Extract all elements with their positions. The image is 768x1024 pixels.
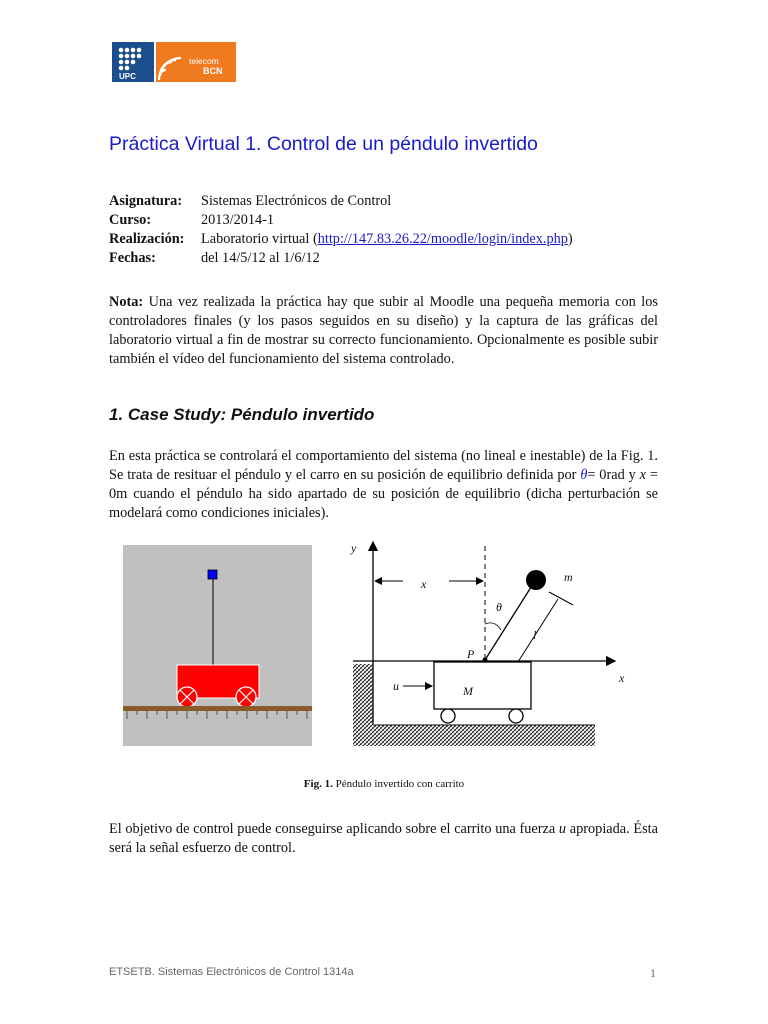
nota-text: Una vez realizada la práctica hay que subir al Moodle una pequeña memoria con los controladores finales (y los pasos seguidos en su diseño) y la captura de las gráficas del laboratorio virtual a fin de mostrar su correcto funcionamiento. Opcionalmente es posible subir también el vídeo del funcionamiento del sistema controlado. — [109, 294, 658, 367]
intro-text: = 0rad y — [587, 467, 640, 483]
upc-logo-text: UPC — [119, 72, 136, 81]
meta-label: Curso: — [109, 212, 152, 228]
theta-label: θ — [496, 600, 502, 614]
page-title: Práctica Virtual 1. Control de un péndulo invertido — [109, 133, 538, 155]
x-displacement-label: x — [421, 577, 427, 591]
cart-box — [434, 662, 531, 709]
page-footer: ETSETB. Sistemas Electrónicos de Control 1314a — [109, 966, 354, 978]
length-label: l — [533, 628, 537, 642]
pendulum-mass — [208, 570, 217, 579]
meta-value-prefix: Laboratorio virtual ( — [201, 231, 318, 247]
meta-row-curso — [109, 211, 573, 230]
mass-label: m — [564, 570, 573, 584]
objective-text: apropiada. Ésta será la señal esfuerzo de control. — [109, 821, 659, 856]
pivot-label: P — [467, 647, 475, 661]
cart-mass-label: M — [463, 684, 473, 698]
meta-row-fechas — [109, 249, 573, 268]
meta-value: 2013/2014-1 — [201, 212, 275, 228]
x-axis-label: x — [619, 671, 625, 685]
figure-caption — [0, 778, 768, 790]
meta-label: Fechas: — [109, 250, 156, 266]
meta-row-asignatura — [109, 192, 573, 211]
simulation-image — [123, 545, 312, 746]
caption-label: Fig. 1. — [303, 778, 333, 790]
bcn-logo-text: BCN — [203, 66, 223, 76]
meta-value: del 14/5/12 al 1/6/12 — [201, 250, 320, 266]
moodle-link[interactable]: http://147.83.26.22/moodle/login/index.php — [317, 231, 568, 247]
objective-paragraph — [109, 820, 658, 858]
x-symbol: x — [639, 467, 647, 483]
y-axis-label: y — [351, 541, 357, 555]
pendulum-rod — [485, 584, 533, 660]
header-logo — [112, 42, 236, 82]
objective-text: El objetivo de control puede conseguirse aplicando sobre el carrito una fuerza — [109, 821, 559, 837]
wall-hatch — [353, 664, 373, 746]
telecom-logo-text: telecom — [189, 56, 219, 66]
section-heading: 1. Case Study: Péndulo invertido — [109, 405, 375, 424]
cart-wheel-left — [441, 709, 455, 723]
floor-hatch — [373, 725, 595, 746]
meta-value-suffix: ) — [567, 231, 573, 247]
meta-value: Sistemas Electrónicos de Control — [201, 193, 392, 209]
page-number: 1 — [650, 966, 656, 980]
course-info — [109, 192, 573, 268]
force-label: u — [393, 679, 399, 693]
intro-text: En esta práctica se controlará el comportamiento del sistema (no lineal e inestable) de la Fig. 1. Se trata de resituar el péndulo y el carro en su posición de equilibrio definida por — [109, 448, 658, 483]
meta-label: Asignatura: — [109, 193, 183, 209]
nota-label: Nota: — [109, 294, 144, 310]
cart-wheel-right — [509, 709, 523, 723]
intro-text: = 0m cuando el péndulo ha sido apartado de su posición de equilibrio (dicha perturbación se modelará como condiciones iniciales). — [109, 467, 658, 521]
intro-paragraph — [109, 447, 658, 523]
meta-label: Realización: — [109, 231, 185, 247]
nota-paragraph — [109, 293, 658, 369]
u-symbol: u — [558, 821, 567, 837]
theta-symbol: θ — [580, 467, 588, 483]
pendulum-bob — [526, 570, 546, 590]
caption-text: Péndulo invertido con carrito — [332, 778, 465, 790]
meta-value — [201, 230, 573, 249]
meta-row-realizacion — [109, 230, 573, 249]
track — [123, 706, 312, 711]
pendulum-schematic — [345, 536, 645, 748]
